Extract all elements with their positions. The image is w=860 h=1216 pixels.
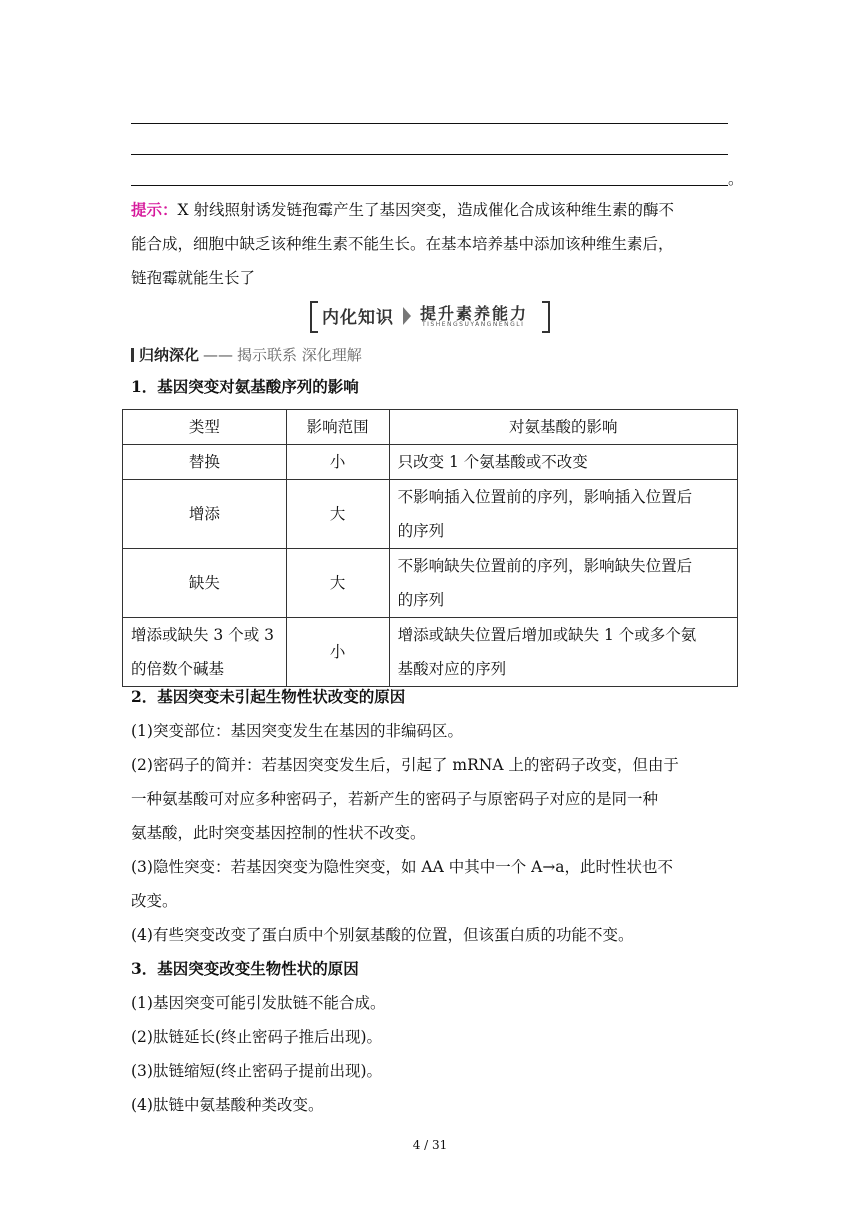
table-header-row <box>123 410 738 445</box>
section3-p1: (1)基因突变可能引发肽链不能合成。 <box>131 994 386 1012</box>
table-cell-effect <box>389 480 737 549</box>
effect-line-1: 增添或缺失位置后增加或缺失 1 个或多个氨 <box>397 626 697 644</box>
table-header-range: 影响范围 <box>286 410 389 445</box>
section3-p2: (2)肽链延长(终止密码子推后出现)。 <box>131 1028 383 1046</box>
effect-line-2: 基酸对应的序列 <box>397 660 507 678</box>
table-cell-type: 缺失 <box>123 549 287 618</box>
section2-p4: (4)有些突变改变了蛋白质中个别氨基酸的位置，但该蛋白质的功能不变。 <box>131 926 634 944</box>
type-line-1: 增添或缺失 3 个或 3 <box>131 626 275 644</box>
banner-arrow-icon <box>403 307 411 325</box>
hint-line-3: 链孢霉就能生长了 <box>131 269 256 287</box>
section2-p3-line2: 改变。 <box>131 892 178 910</box>
hint-line-1 <box>131 193 674 227</box>
sub-heading-dash: —— <box>203 346 234 364</box>
sub-heading-title: 归纳深化 <box>139 346 200 364</box>
table-cell-range: 小 <box>286 618 389 687</box>
answer-blank-line-3 <box>131 185 728 186</box>
section2-p1: (1)突变部位：基因突变发生在基因的非编码区。 <box>131 722 463 740</box>
section2-p2-line3: 氨基酸，此时突变基因控制的性状不改变。 <box>131 824 426 842</box>
table-cell-type: 替换 <box>123 445 287 480</box>
table-cell-range: 小 <box>286 445 389 480</box>
section2-p2-line2: 一种氨基酸可对应多种密码子，若新产生的密码子与原密码子对应的是同一种 <box>131 790 659 808</box>
sub-heading-desc: 揭示联系 深化理解 <box>237 346 362 364</box>
effect-line-2: 的序列 <box>397 591 445 609</box>
section2-p2-line1: (2)密码子的简并：若基因突变发生后，引起了 mRNA 上的密码子改变，但由于 <box>131 756 679 774</box>
hint-text-1: X 射线照射诱发链孢霉产生了基因突变，造成催化合成该种维生素的酶不 <box>177 201 674 219</box>
answer-blank-line-1 <box>131 123 728 124</box>
table-cell-range: 大 <box>286 549 389 618</box>
section2-p3-line1: (3)隐性突变：若基因突变为隐性突变，如 AA 中其中一个 A→a，此时性状也不 <box>131 858 674 876</box>
effect-line-1: 不影响缺失位置前的序列，影响缺失位置后 <box>397 557 693 575</box>
table-cell-effect <box>389 549 737 618</box>
banner-left-bracket <box>310 301 318 333</box>
table-cell-effect: 只改变 1 个氨基酸或不改变 <box>389 445 737 480</box>
banner-pinyin: TISHENGSUYANGNENGLI <box>422 321 525 328</box>
banner-right-bracket <box>542 301 550 333</box>
table-cell-range: 大 <box>286 480 389 549</box>
answer-blank-line-2 <box>131 154 728 155</box>
table-row <box>123 445 738 480</box>
effect-line-2: 的序列 <box>397 522 445 540</box>
effect-line-1: 不影响插入位置前的序列，影响插入位置后 <box>397 488 693 506</box>
sub-heading-bar <box>131 348 134 362</box>
section-banner <box>310 297 550 335</box>
table-cell-type <box>123 618 287 687</box>
answer-period: 。 <box>728 170 744 188</box>
table-cell-type: 增添 <box>123 480 287 549</box>
section1-title: 1．基因突变对氨基酸序列的影响 <box>131 377 359 396</box>
page-number: 4 / 31 <box>412 1138 448 1152</box>
section3-p3: (3)肽链缩短(终止密码子提前出现)。 <box>131 1062 383 1080</box>
banner-right-text: 提升素养能力 <box>420 304 529 323</box>
section3-p4: (4)肽链中氨基酸种类改变。 <box>131 1096 324 1114</box>
hint-line-2: 能合成，细胞中缺乏该种维生素不能生长。在基本培养基中添加该种维生素后， <box>131 235 674 253</box>
type-line-2: 的倍数个碱基 <box>131 660 225 678</box>
table-cell-effect <box>389 618 737 687</box>
table-row <box>123 618 738 687</box>
table-header-type: 类型 <box>123 410 287 445</box>
mutation-effect-table <box>122 409 738 687</box>
section2-title: 2．基因突变未引起生物性状改变的原因 <box>131 687 406 706</box>
table-row <box>123 480 738 549</box>
table-header-effect: 对氨基酸的影响 <box>389 410 737 445</box>
table-row <box>123 549 738 618</box>
hint-label: 提示： <box>131 200 178 219</box>
section3-title: 3．基因突变改变生物性状的原因 <box>131 959 359 978</box>
sub-heading <box>131 344 362 365</box>
banner-left-text: 内化知识 <box>322 308 394 328</box>
